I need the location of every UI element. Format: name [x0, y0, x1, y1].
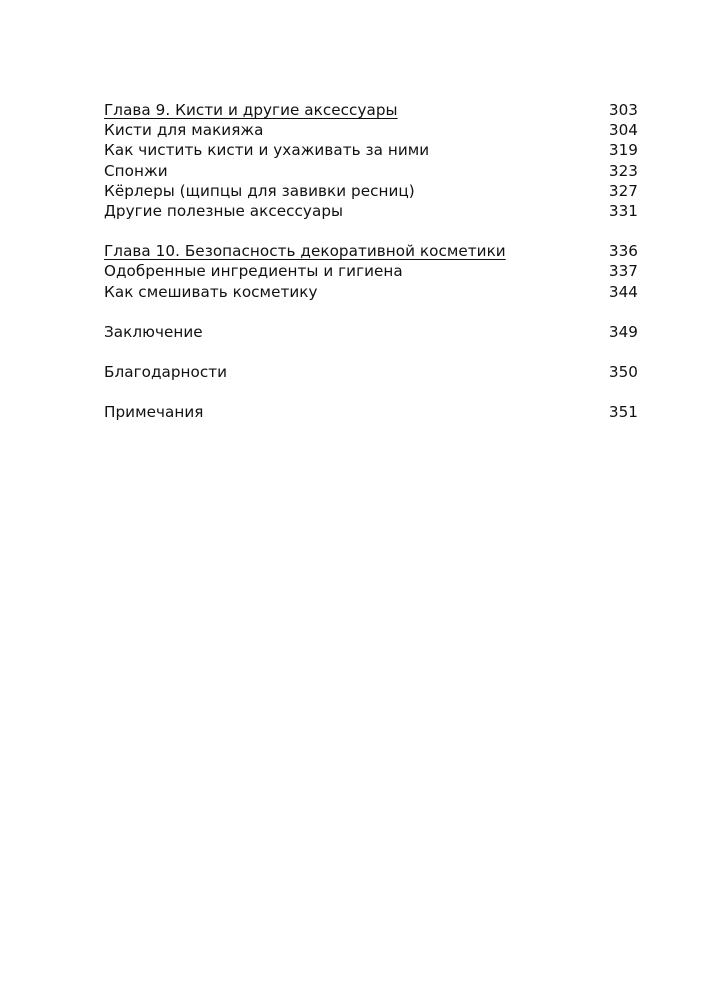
- toc-entry-title: Кисти для макияжа: [104, 121, 264, 140]
- toc-entry-title: Спонжи: [104, 161, 168, 180]
- conclusion-section: [104, 322, 638, 342]
- toc-entry-conclusion[interactable]: [104, 322, 638, 342]
- toc-entry-title: Глава 9. Кисти и другие аксессуары: [104, 101, 398, 119]
- toc-entry[interactable]: [104, 120, 638, 140]
- toc-page-number: 344: [608, 282, 638, 301]
- toc-page-number: 331: [608, 201, 638, 220]
- toc-entry[interactable]: [104, 181, 638, 201]
- toc-page-number: 351: [608, 403, 638, 422]
- toc-entry-title: Заключение: [104, 322, 203, 341]
- toc-entry-title: Другие полезные аксессуары: [104, 201, 344, 220]
- toc-entry[interactable]: [104, 140, 638, 160]
- table-of-contents: [104, 100, 638, 442]
- acknowledgements-section: [104, 362, 638, 382]
- toc-entry-title: Как чистить кисти и ухаживать за ними: [104, 141, 430, 160]
- toc-entry[interactable]: [104, 261, 638, 281]
- toc-entry-acknowledgements[interactable]: [104, 362, 638, 382]
- toc-entry-title: Примечания: [104, 403, 204, 422]
- toc-page-number: 319: [608, 141, 638, 160]
- toc-page-number: 349: [608, 322, 638, 341]
- toc-entry-notes[interactable]: [104, 402, 638, 422]
- toc-entry-title: Кёрлеры (щипцы для завивки ресниц): [104, 181, 415, 200]
- toc-page-number: 304: [608, 121, 638, 140]
- chapter-10-section: [104, 241, 638, 302]
- toc-page-number: 303: [608, 101, 638, 119]
- toc-page-number: 336: [608, 242, 638, 261]
- toc-entry-title: Одобренные ингредиенты и гигиена: [104, 262, 403, 281]
- toc-entry[interactable]: [104, 282, 638, 302]
- toc-entry[interactable]: [104, 201, 638, 221]
- toc-page-number: 350: [608, 362, 638, 381]
- toc-entry-title: Как смешивать косметику: [104, 282, 318, 301]
- toc-page-number: 327: [608, 181, 638, 200]
- toc-chapter-heading[interactable]: [104, 241, 638, 261]
- toc-page-number: 323: [608, 161, 638, 180]
- notes-section: [104, 402, 638, 422]
- chapter-9-section: [104, 100, 638, 221]
- toc-entry-title: Глава 10. Безопасность декоративной косметики: [104, 242, 506, 261]
- toc-entry-title: Благодарности: [104, 362, 228, 381]
- toc-chapter-heading[interactable]: [104, 100, 638, 120]
- toc-page-number: 337: [608, 262, 638, 281]
- toc-entry[interactable]: [104, 161, 638, 181]
